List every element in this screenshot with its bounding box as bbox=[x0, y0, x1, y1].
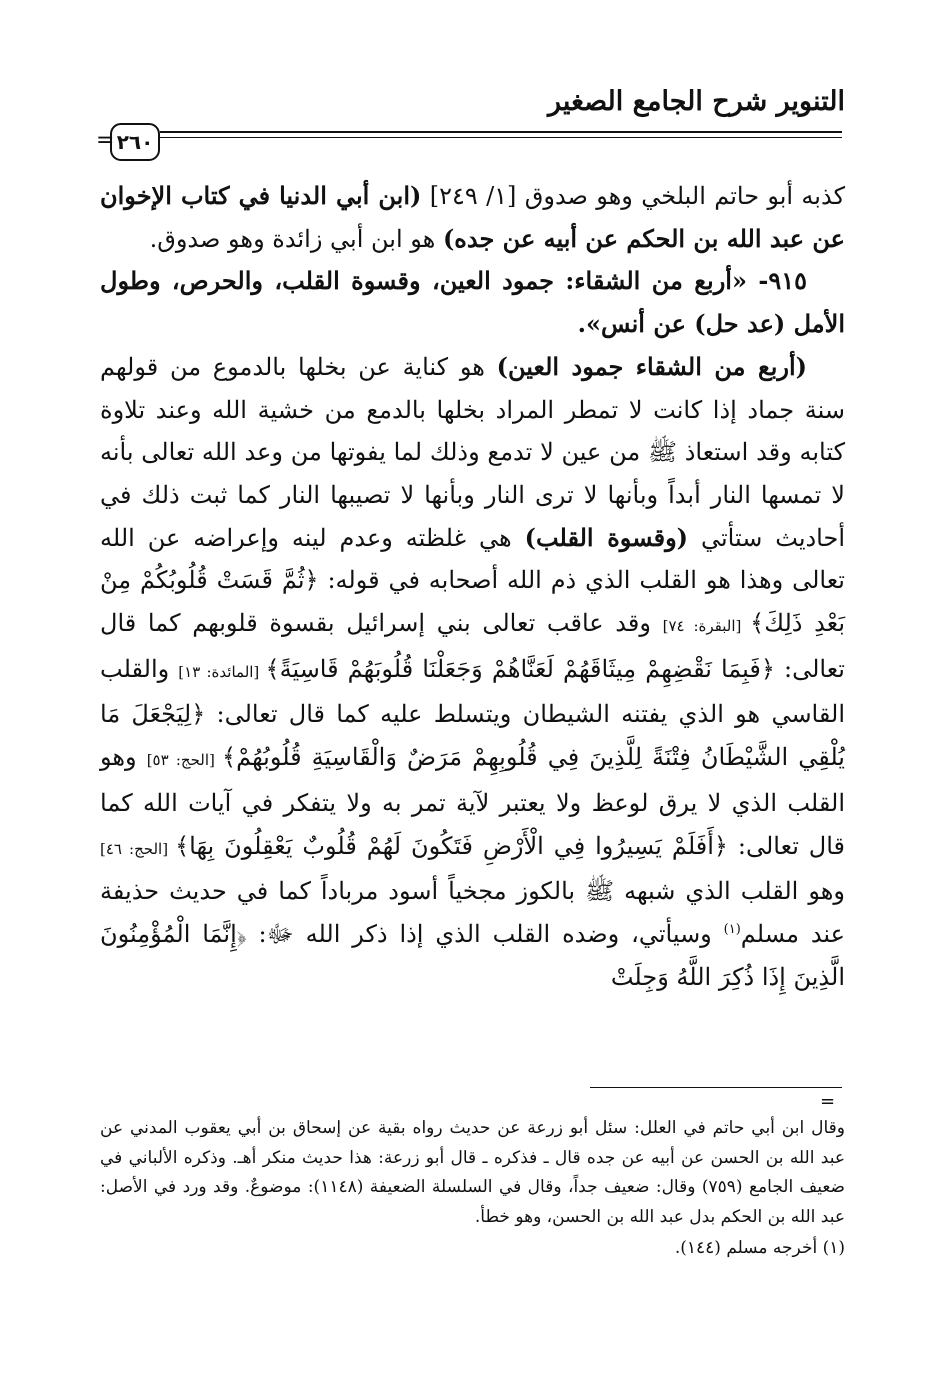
page-continuation-mark: = bbox=[96, 128, 115, 153]
quran-verse-2: ﴿فَبِمَا نَقْضِهِمْ مِيثَاقَهُمْ لَعَنَّاهُمْ وَجَعَلْنَا قُلُوبَهُمْ قَاسِيَةً﴾ bbox=[265, 654, 775, 683]
commentary-lemma-2: (وقسوة القلب) bbox=[524, 522, 689, 552]
paragraph-1 bbox=[100, 175, 845, 260]
verse-ref-1: [البقرة: ٧٤] bbox=[662, 617, 751, 636]
hadith-number: ٩١٥- bbox=[746, 266, 807, 296]
running-title: التنوير شرح الجامع الصغير bbox=[548, 86, 845, 117]
verse-ref-3: [الحج: ٥٣] bbox=[146, 751, 223, 770]
page-number: ٢٦٠ bbox=[110, 123, 160, 161]
footnote-continued: وقال ابن أبي حاتم في العلل: سئل أبو زرعة عن حديث رواه بقية عن إسحاق بن أبي يعقوب المدني عن عبد الله بن الحسن عن أبيه عن جده قال ـ فذكره ـ قال أبو زرعة: هذا حديث منكر أهـ. وذكره الألباني في ضعيف الجامع (٧٥٩) وقال: ضعيف جداً، وقال في السلسلة الضعيفة (١١٤٨): موضوعٌ. وقد ورد في الأصل: عبد الله بن الحكم بدل عبد الله بن الحسن، وهو خطأ. bbox=[100, 1118, 845, 1227]
commentary-text-7: وسيأتي، وضده القلب الذي إذا ذكر الله ﷻ: bbox=[246, 919, 724, 948]
footnotes bbox=[100, 1114, 845, 1264]
header-rule-top bbox=[136, 131, 842, 133]
commentary-text-6: وهو القلب الذي شبهه ﷺ بالكوز مجخياً أسود مرباداً كما في حديث حذيفة عند مسلم bbox=[100, 877, 845, 948]
quran-verse-4: ﴿أَفَلَمْ يَسِيرُوا فِي الْأَرْضِ فَتَكُونَ لَهُمْ قُلُوبٌ يَعْقِلُونَ بِهَا﴾ bbox=[175, 831, 728, 860]
footnote-1: (١) أخرجه مسلم (١٤٤). bbox=[674, 1238, 845, 1258]
commentary-text-3: وقد عاقب تعالى بني إسرائيل بقسوة قلوبهم كما قال تعالى: bbox=[100, 609, 845, 683]
quran-verse-1: ﴿ثُمَّ قَسَتْ قُلُوبُكُمْ مِنْ بَعْدِ ذَلِكَ﴾ bbox=[100, 566, 845, 638]
footnote-continuation-mark: = bbox=[820, 1091, 836, 1112]
commentary-text-2: هي غلظته وعدم لينه وإعراضه عن الله تعالى وهذا هو القلب الذي ذم الله أصحابه في قوله: bbox=[100, 523, 845, 595]
hadith-915 bbox=[100, 260, 845, 345]
page-number-block bbox=[96, 121, 160, 161]
commentary-text-4: والقلب القاسي هو الذي يفتنه الشيطان ويتسلط عليه كما قال تعالى: bbox=[100, 654, 845, 729]
main-text bbox=[100, 175, 845, 998]
verse-ref-2: [المائدة: ١٣] bbox=[178, 662, 266, 681]
footnote-ref-1[interactable]: (١) bbox=[723, 921, 741, 937]
commentary-text-1: هو كناية عن بخلها بالدموع من قولهم سنة جماد إذا كانت لا تمطر المراد بخلها بالدمع من خشية الله وعند تلاوة كتابه وقد استعاذ ﷺ من عين لا تدمع وذلك لما يفوتها من وعد الله تعالى بأنه لا تمسها النار أبداً وبأنها لا ترى النار وبأنها لا تصيبها النار كما ثبت ذلك في أحاديث ستأتي bbox=[100, 352, 845, 552]
header-rule-bottom bbox=[136, 137, 842, 138]
verse-ref-4: [الحج: ٤٦] bbox=[100, 839, 176, 858]
commentary-lemma-1: (أربع من الشقاء جمود العين) bbox=[496, 351, 808, 381]
hadith-text: «أربع من الشقاء: جمود العين، وقسوة القلب، والحرص، وطول الأمل (عد حل) عن أنس». bbox=[100, 266, 845, 339]
p1-source: (ابن أبي الدنيا في كتاب الإخوان عن عبد الله بن الحكم عن أبيه عن جده) bbox=[100, 181, 845, 253]
p1-text-c: هو ابن أبي زائدة وهو صدوق. bbox=[149, 224, 443, 253]
quran-verse-5: ﴿إِنَّمَا الْمُؤْمِنُونَ الَّذِينَ إِذَا ذُكِرَ اللَّهُ وَجِلَتْ bbox=[100, 919, 845, 991]
commentary-paragraph bbox=[100, 346, 845, 999]
footnote-separator bbox=[590, 1087, 842, 1088]
quran-verse-3: ﴿لِيَجْعَلَ مَا يُلْقِي الشَّيْطَانُ فِتْنَةً لِلَّذِينَ فِي قُلُوبِهِمْ مَرَضٌ وَالْقَاسِيَةِ قُلُوبُهُمْ﴾ bbox=[100, 700, 845, 772]
commentary-text-5: وهو القلب الذي لا يرق لوعظ ولا يعتبر لآية تمر به ولا يتفكر في آيات الله كما قال تعالى: bbox=[100, 743, 846, 860]
p1-text-a: كذبه أبو حاتم البلخي وهو صدوق [١/ ٢٤٩] bbox=[421, 182, 846, 210]
